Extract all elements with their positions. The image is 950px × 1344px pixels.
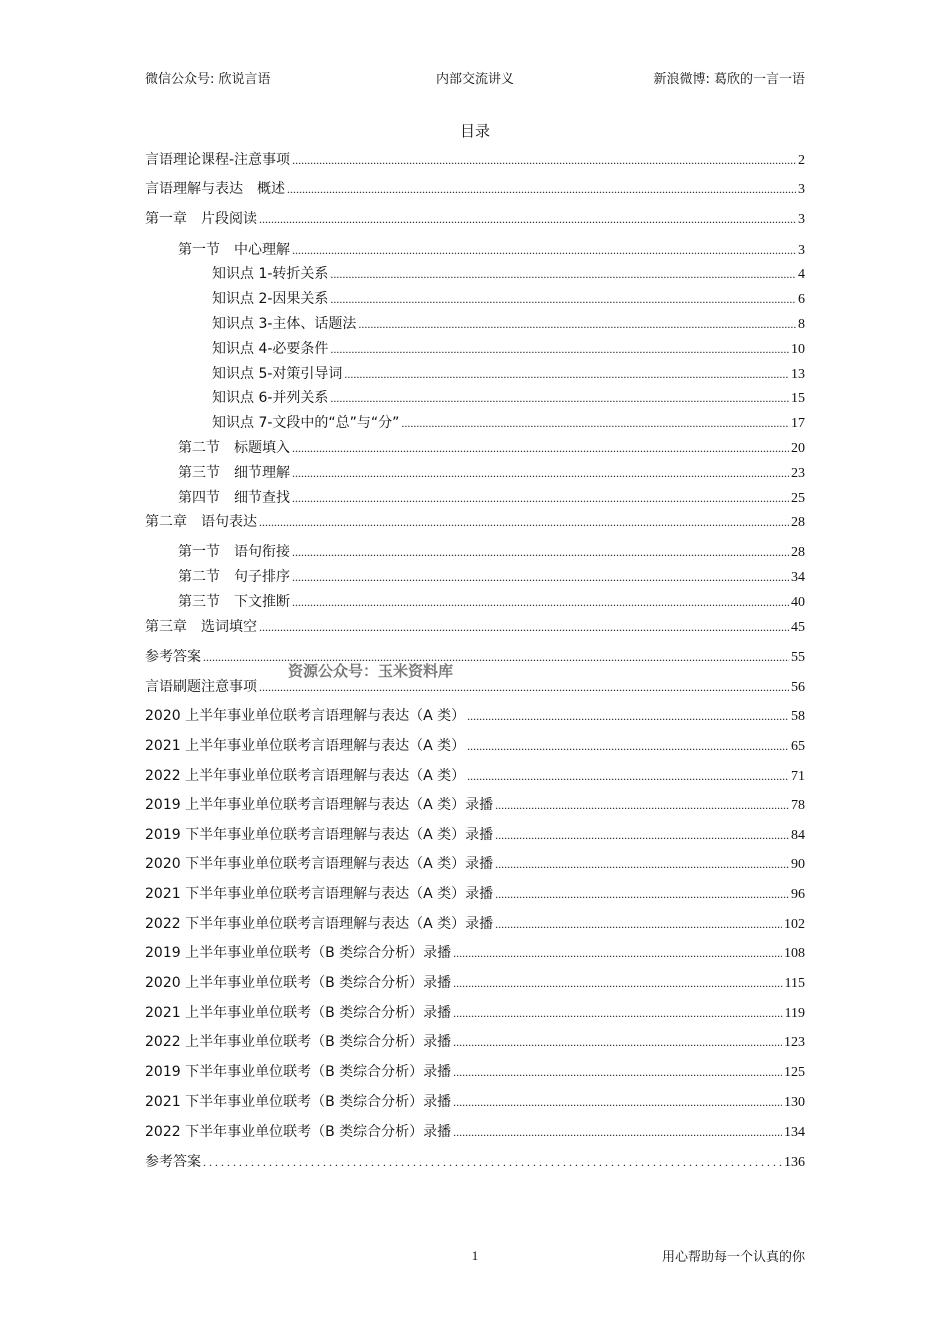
- toc-entry-label: 知识点 4-必要条件: [212, 341, 329, 357]
- toc-entry-label: 第一章 片段阅读: [145, 211, 257, 227]
- toc-entry-page: 28: [791, 545, 805, 560]
- toc-leader-dots: [344, 367, 789, 383]
- toc-entry-page: 3: [798, 212, 805, 227]
- toc-entry-page: 4: [798, 267, 805, 282]
- toc-leader-dots: [259, 515, 789, 531]
- footer-slogan: 用心帮助每一个认真的你: [661, 1250, 805, 1265]
- toc-entry-page: 136: [784, 1155, 805, 1170]
- toc-entry[interactable]: [145, 288, 805, 308]
- toc-title: 目录: [459, 122, 490, 140]
- toc-entry-label: 第一节 语句衔接: [178, 544, 290, 560]
- toc-entry-page: 71: [791, 769, 805, 784]
- toc-entry[interactable]: [145, 239, 805, 259]
- toc-entry-page: 20: [791, 441, 805, 456]
- toc-entry-page: 28: [791, 515, 805, 530]
- toc-leader-dots: [495, 857, 789, 873]
- toc-leader-dots: [495, 798, 789, 814]
- footer-page-number: 1: [471, 1248, 479, 1263]
- toc-entry[interactable]: [145, 1151, 805, 1171]
- toc-entry-label: 言语理论课程-注意事项: [145, 152, 291, 168]
- toc-entry-page: 55: [791, 650, 805, 665]
- toc-leader-dots: [453, 946, 782, 962]
- toc-entry-label: 第四节 细节查找: [178, 490, 290, 506]
- toc-leader-dots: [292, 570, 789, 586]
- toc-entry-page: 78: [791, 798, 805, 813]
- toc-entry[interactable]: [145, 1121, 805, 1141]
- toc-entry[interactable]: [145, 487, 805, 507]
- toc-entry[interactable]: [145, 412, 805, 432]
- header-weibo: 新浪微博: 葛欣的一言一语: [653, 72, 805, 87]
- toc-entry-label: 2021 上半年事业单位联考言语理解与表达（A 类）: [145, 738, 466, 754]
- toc-leader-dots: [292, 491, 789, 507]
- toc-entry[interactable]: [145, 735, 805, 755]
- toc-entry[interactable]: [145, 1002, 805, 1022]
- toc-entry[interactable]: [145, 676, 805, 696]
- toc-entry-label: 2020 下半年事业单位联考言语理解与表达（A 类）录播: [145, 856, 494, 872]
- toc-entry-label: 2019 下半年事业单位联考言语理解与表达（A 类）录播: [145, 827, 494, 843]
- toc-entry[interactable]: [145, 149, 805, 169]
- toc-leader-dots: [259, 680, 789, 696]
- toc-leader-dots: [495, 917, 782, 933]
- toc-leader-dots: [495, 887, 789, 903]
- toc-entry[interactable]: [145, 541, 805, 561]
- header-wechat: 微信公众号: 欣说言语: [145, 72, 271, 87]
- toc-entry-label: 2022 下半年事业单位联考言语理解与表达（A 类）录播: [145, 916, 494, 932]
- toc-entry[interactable]: [145, 616, 805, 636]
- toc-entry-page: 40: [791, 595, 805, 610]
- toc-entry-page: 34: [791, 570, 805, 585]
- toc-entry-label: 参考答案: [145, 1154, 201, 1170]
- toc-entry-page: 134: [784, 1125, 805, 1140]
- toc-entry-label: 2022 下半年事业单位联考（B 类综合分析）录播: [145, 1124, 452, 1140]
- toc-leader-dots: [287, 182, 796, 198]
- toc-entry-label: 第三章 选词填空: [145, 619, 257, 635]
- toc-entry-label: 知识点 3-主体、话题法: [212, 316, 357, 332]
- toc-entry-page: 90: [791, 857, 805, 872]
- toc-entry-label: 第一节 中心理解: [178, 242, 290, 258]
- toc-entry-label: 言语刷题注意事项: [145, 679, 257, 695]
- toc-entry[interactable]: [145, 1091, 805, 1111]
- toc-entry-label: 2022 上半年事业单位联考（B 类综合分析）录播: [145, 1034, 452, 1050]
- toc-entry[interactable]: [145, 591, 805, 611]
- toc-entry-page: 102: [784, 917, 805, 932]
- toc-entry-label: 2020 上半年事业单位联考言语理解与表达（A 类）: [145, 708, 466, 724]
- toc-entry-page: 3: [798, 243, 805, 258]
- toc-leader-dots: [358, 317, 796, 333]
- toc-entry[interactable]: [145, 646, 805, 666]
- toc-leader-dots: [330, 292, 796, 308]
- toc-entry-label: 2021 上半年事业单位联考（B 类综合分析）录播: [145, 1005, 452, 1021]
- toc-leader-dots: [259, 620, 789, 636]
- toc-leader-dots: [467, 769, 789, 785]
- toc-leader-dots: [330, 267, 796, 283]
- toc-leader-dots: [453, 1095, 782, 1111]
- toc-entry-page: 125: [784, 1065, 805, 1080]
- toc-entry-page: 108: [784, 946, 805, 961]
- toc-entry[interactable]: [145, 705, 805, 725]
- toc-entry-label: 知识点 1-转折关系: [212, 266, 329, 282]
- toc-entry-page: 17: [791, 416, 805, 431]
- toc-leader-dots: [203, 1155, 782, 1171]
- toc-entry-label: 2021 下半年事业单位联考（B 类综合分析）录播: [145, 1094, 452, 1110]
- toc-entry[interactable]: [145, 462, 805, 482]
- toc-entry-page: 130: [784, 1095, 805, 1110]
- toc-entry[interactable]: [145, 363, 805, 383]
- toc-entry[interactable]: [145, 794, 805, 814]
- toc-entry-page: 56: [791, 680, 805, 695]
- toc-entry[interactable]: [145, 1031, 805, 1051]
- toc-entry-page: 6: [798, 292, 805, 307]
- toc-entry[interactable]: [145, 313, 805, 333]
- toc-entry[interactable]: [145, 511, 805, 531]
- toc-leader-dots: [467, 739, 789, 755]
- toc-leader-dots: [292, 545, 789, 561]
- toc-entry-label: 知识点 5-对策引导词: [212, 366, 343, 382]
- toc-leader-dots: [453, 1065, 782, 1081]
- toc-entry-label: 知识点 6-并列关系: [212, 390, 329, 406]
- toc-entry[interactable]: [145, 566, 805, 586]
- toc-leader-dots: [467, 709, 789, 725]
- watermark: 资源公众号：玉米资料库: [288, 662, 454, 680]
- toc-leader-dots: [292, 595, 789, 611]
- toc-entry[interactable]: [145, 765, 805, 785]
- toc-entry-label: 2020 上半年事业单位联考（B 类综合分析）录播: [145, 975, 452, 991]
- toc-leader-dots: [330, 342, 789, 358]
- toc-entry-label: 第二节 句子排序: [178, 569, 290, 585]
- toc-entry-page: 10: [791, 342, 805, 357]
- toc-entry[interactable]: [145, 972, 805, 992]
- toc-entry-page: 15: [791, 391, 805, 406]
- toc-leader-dots: [401, 416, 789, 432]
- toc-entry-label: 知识点 2-因果关系: [212, 291, 329, 307]
- toc-entry-label: 2019 上半年事业单位联考言语理解与表达（A 类）录播: [145, 797, 494, 813]
- toc-entry-label: 知识点 7-文段中的“总”与“分”: [212, 415, 400, 431]
- toc-entry-label: 参考答案: [145, 649, 201, 665]
- header-center-title: 内部交流讲义: [435, 72, 514, 87]
- toc-leader-dots: [330, 391, 789, 407]
- toc-entry[interactable]: [145, 942, 805, 962]
- toc-entry[interactable]: [145, 913, 805, 933]
- toc-entry[interactable]: [145, 1061, 805, 1081]
- toc-entry-label: 2021 下半年事业单位联考言语理解与表达（A 类）录播: [145, 886, 494, 902]
- toc-entry-label: 2019 上半年事业单位联考（B 类综合分析）录播: [145, 945, 452, 961]
- toc-entry[interactable]: [145, 883, 805, 903]
- toc-entry[interactable]: [145, 387, 805, 407]
- toc-entry-page: 58: [791, 709, 805, 724]
- toc-entry[interactable]: [145, 208, 805, 228]
- toc-entry[interactable]: [145, 178, 805, 198]
- toc-entry-label: 2022 上半年事业单位联考言语理解与表达（A 类）: [145, 768, 466, 784]
- toc-entry[interactable]: [145, 437, 805, 457]
- toc-entry-page: 3: [798, 182, 805, 197]
- toc-leader-dots: [453, 976, 782, 992]
- toc-entry-page: 96: [791, 887, 805, 902]
- toc-entry-label: 第三节 细节理解: [178, 465, 290, 481]
- toc-entry-page: 45: [791, 620, 805, 635]
- toc-entry-page: 115: [784, 976, 805, 991]
- toc-entry-label: 第二节 标题填入: [178, 440, 290, 456]
- toc-leader-dots: [292, 243, 796, 259]
- toc-entry[interactable]: [145, 853, 805, 873]
- toc-entry-page: 25: [791, 491, 805, 506]
- toc-leader-dots: [453, 1035, 782, 1051]
- toc-entry-label: 言语理解与表达 概述: [145, 181, 285, 197]
- toc-entry-page: 84: [791, 828, 805, 843]
- toc-leader-dots: [453, 1006, 782, 1022]
- toc-leader-dots: [495, 828, 789, 844]
- toc-leader-dots: [292, 153, 796, 169]
- toc-entry-page: 119: [784, 1006, 805, 1021]
- toc-leader-dots: [259, 212, 796, 228]
- toc-entry[interactable]: [145, 338, 805, 358]
- toc-leader-dots: [292, 441, 789, 457]
- toc-entry-page: 23: [791, 466, 805, 481]
- toc-entry-page: 2: [798, 153, 805, 168]
- toc-leader-dots: [292, 466, 789, 482]
- toc-entry-label: 第二章 语句表达: [145, 514, 257, 530]
- toc-entry-label: 2019 下半年事业单位联考（B 类综合分析）录播: [145, 1064, 452, 1080]
- toc-entry-page: 13: [791, 367, 805, 382]
- toc-entry-page: 8: [798, 317, 805, 332]
- page-header: [145, 68, 805, 88]
- toc-entry[interactable]: [145, 263, 805, 283]
- toc-entry-label: 第三节 下文推断: [178, 594, 290, 610]
- toc-entry-page: 123: [784, 1035, 805, 1050]
- toc-entry-page: 65: [791, 739, 805, 754]
- toc-leader-dots: [453, 1125, 782, 1141]
- toc-entry[interactable]: [145, 824, 805, 844]
